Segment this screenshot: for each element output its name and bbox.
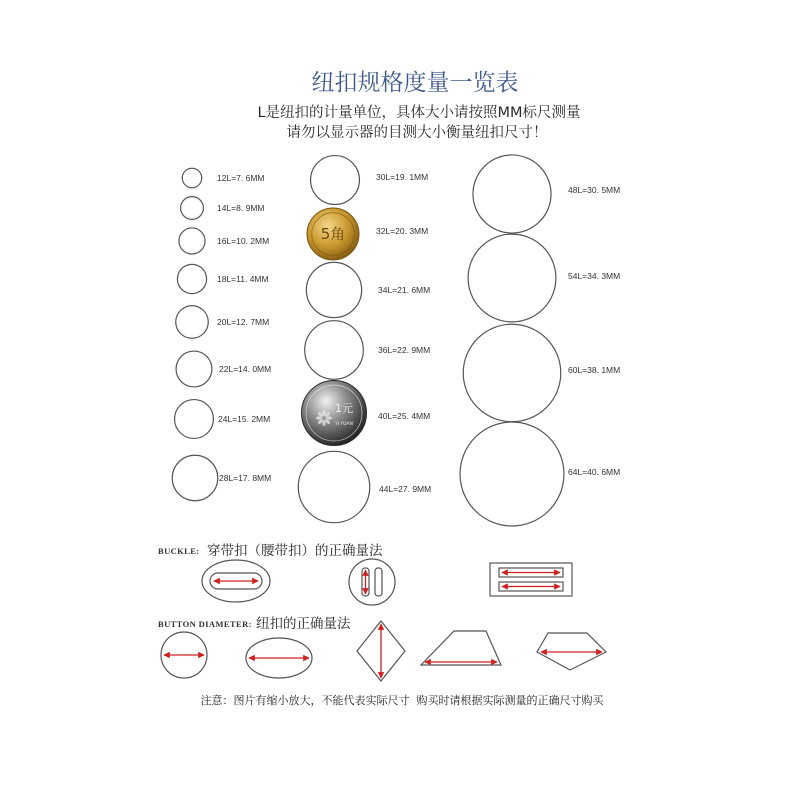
- size-label: 22L=14. 0MM: [219, 364, 272, 374]
- size-label: 60L=38. 1MM: [568, 365, 621, 375]
- buckle-title: 穿带扣（腰带扣）的正确量法: [207, 543, 383, 559]
- silver-coin-icon: [301, 380, 366, 445]
- button-diameter-title: 纽扣的正确量法: [256, 616, 351, 632]
- chart-title: 纽扣规格度量一览表: [311, 70, 519, 96]
- size-label: 54L=34. 3MM: [568, 271, 621, 281]
- size-label: 32L=20. 3MM: [376, 226, 429, 236]
- size-label: 16L=10. 2MM: [217, 236, 270, 246]
- size-label: 34L=21. 6MM: [378, 285, 431, 295]
- subtitle-warning: 请勿以显示器的目测大小衡量纽扣尺寸！: [286, 125, 548, 141]
- gold-coin-icon: [307, 208, 359, 260]
- coin-denomination: 1元: [335, 402, 353, 415]
- size-label: 24L=15. 2MM: [218, 414, 271, 424]
- size-label: 20L=12. 7MM: [217, 317, 270, 327]
- coin-denomination: 5角: [320, 225, 346, 243]
- size-label: 30L=19. 1MM: [376, 172, 429, 182]
- size-label: 14L=8. 9MM: [217, 203, 265, 213]
- size-label: 36L=22. 9MM: [378, 345, 431, 355]
- coin-pinyin: YI YUAN: [335, 422, 353, 427]
- subtitle-unit-note: L是纽扣的计量单位，具体大小请按照MM标尺测量: [257, 105, 581, 121]
- buckle-heading: BUCKLE:: [158, 546, 200, 556]
- size-label: 48L=30. 5MM: [568, 185, 621, 195]
- size-label: 44L=27. 9MM: [379, 484, 432, 494]
- size-label: 12L=7. 6MM: [217, 173, 265, 183]
- size-label: 64L=40. 6MM: [568, 467, 621, 477]
- size-label: 18L=11. 4MM: [217, 274, 269, 284]
- size-label: 28L=17. 8MM: [219, 473, 272, 483]
- footnote: 注意：图片有缩小放大，不能代表实际尺寸 购买时请根据实际测量的正确尺寸购买: [200, 694, 604, 707]
- button-diameter-heading: BUTTON DIAMETER:: [158, 619, 252, 629]
- size-label: 40L=25. 4MM: [378, 411, 431, 421]
